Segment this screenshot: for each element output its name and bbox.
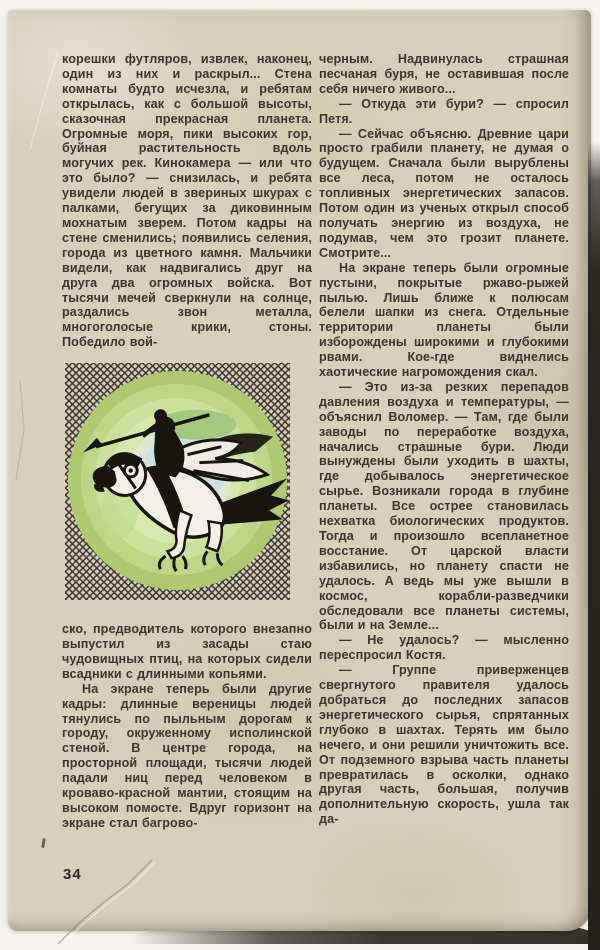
dialogue-paragraph: — Сейчас объясню. Древние цари просто грабили планету, не думая о будущем. Сначала были вырублены все леса, потом не осталось топливных энергетических запасов. Потом один из ученых открыл способ получать энергию из воздуха, не подумав, чем это грозит планете. Смотрите... xyxy=(319,126,569,260)
right-column xyxy=(319,52,569,827)
dialogue-paragraph: — Не удалось? — мысленно переспросил Костя. xyxy=(319,633,569,663)
bird-rider-illustration xyxy=(62,359,293,604)
dialogue-paragraph: — Откуда эти бури? — спросил Петя. xyxy=(319,96,569,126)
paragraph-continued: корешки футляров, извлек, наконец, один из них и раскрыл... Стена комнаты будто исчезла, и ребятам открылась, как с большой высоты, сказочная прекрасная планета. Огромные моря, пики высоких гор, буйная растительность вдоль могучих рек. Кинокамера — или что это было? — снизилась, и ребята увидели людей в звериных шкурах с палками, бегущих за диковинным мохнатым зверем. Потом кадры на стене сменились; появились селения, города из цветного камня. Мальчики видели, как надвигались друг на друга два огромных войска. Вот тысячи мечей сверкнули на солнце, раздались звон металла, многоголосые крики, стоны. Победило вой- xyxy=(62,52,312,350)
ink-smudge xyxy=(41,838,46,848)
paragraph: На экране теперь были огромные пустыни, покрытые ржаво-рыжей пылью. Лишь ближе к полюсам белели шапки из снега. Отдельные территории планеты были изборождены широкими и глубокими рвами. Кое-где виднелись хаотические нагромождения скал. xyxy=(319,260,569,380)
magazine-page xyxy=(8,10,591,931)
bird-rider-drawing-svg xyxy=(62,359,293,604)
dialogue-paragraph: — Это из-за резких перепадов давления воздуха и температуры, — объяснил Воломер. — Там, где были заводы по переработке воздуха, начались страшные бури. Люди вынуждены были уходить в шахты, где добывалось энергетическое сырье. Возникали города в глубине планеты. Все острее становилась нехватка биологических продуктов. Тогда и произошло всепланетное восстание. От царской власти избавились, но планету спасти не удалось. А ведь мы уже вышли в космос, корабли-разведчики обследовали все планеты системы, были и на Земле... xyxy=(319,379,569,633)
paragraph: На экране теперь были другие кадры: длинные вереницы людей тянулись по пыльным дорогам к городу, окруженному исполинской стеной. В центре города, на просторной площади, тысячи людей падали ниц перед человеком в кроваво-красной мантии, стоящим на высоком помосте. Вдруг горизонт на экране стал багрово- xyxy=(62,681,312,830)
scan-edge-shadow-right xyxy=(588,142,600,950)
left-column xyxy=(62,52,312,831)
paragraph-continued: черным. Надвинулась страшная песчаная буря, не оставившая после себя ничего живого... xyxy=(319,52,569,96)
paragraph: ско, предводитель которого внезапно выпустил из засады стаю чудовищных птиц, на которых сидели всадники с длинными копьями. xyxy=(62,622,312,681)
dialogue-paragraph: — Группе приверженцев свергнутого правителя удалось добраться до последних запасов энергетического сырья, спрятанных глубоко в шахтах. Терять им было нечего, и они решили уничтожить все. От подземного взрыва часть планеты превратилась в осколки, однако другая часть, большая, получив дополнительную скорость, ушла так да- xyxy=(319,663,569,827)
page-number: 34 xyxy=(63,866,82,883)
